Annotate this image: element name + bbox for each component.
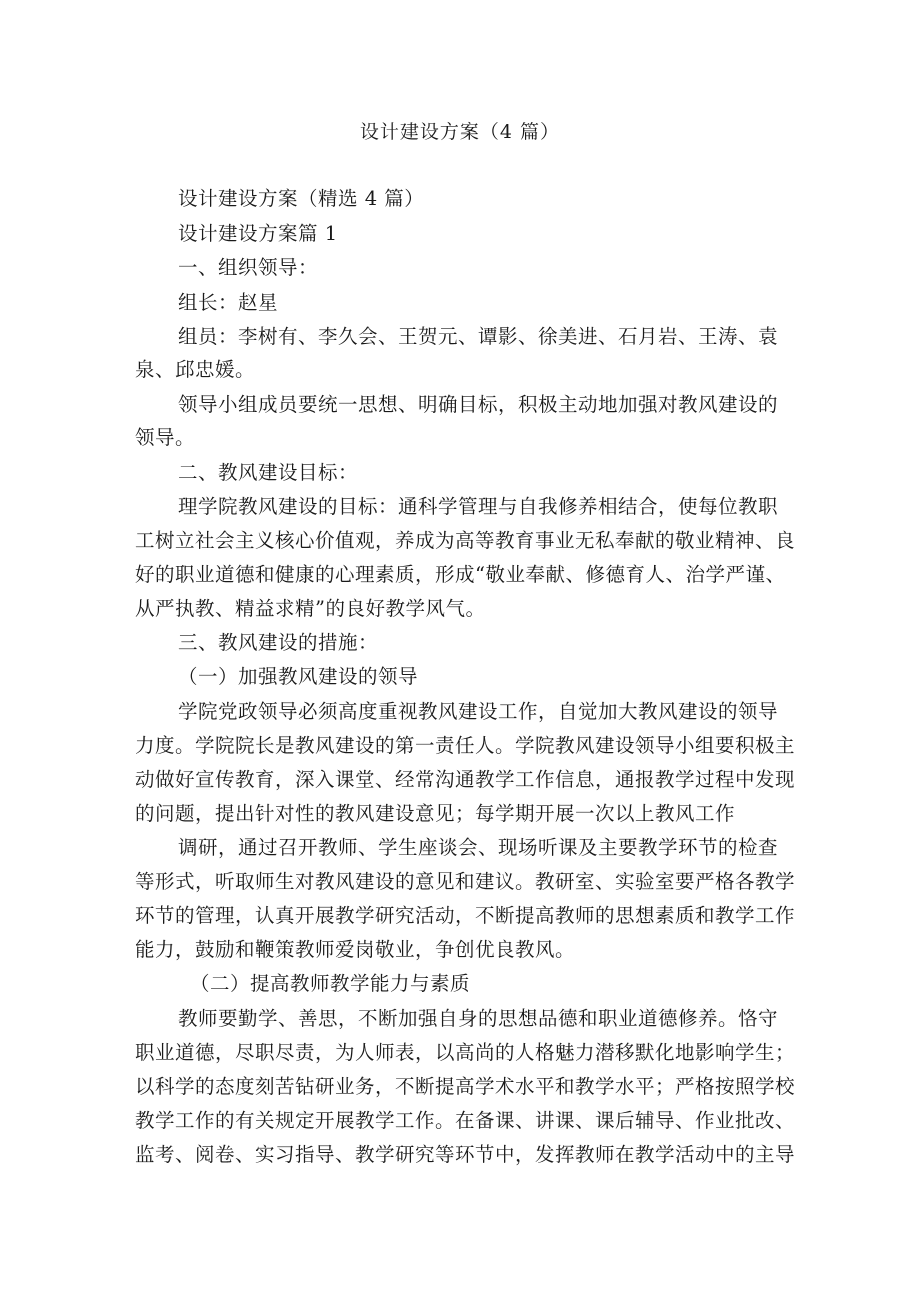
paragraph-line: 领导。 [135,426,196,449]
paragraph-line: 力度。学院院长是教风建设的第一责任人。学院教风建设领导小组要积极主 [135,734,796,757]
paragraph-line: 动做好宣传教育，深入课堂、经常沟通教学工作信息，通报教学过程中发现 [135,768,796,791]
paragraph-line: 工树立社会主义核心价值观，养成为高等教育事业无私奉献的敬业精神、良 [135,529,796,552]
subtitle-line: 设计建设方案（精选 4 篇） [178,187,425,210]
paragraph-line: 教学工作的有关规定开展教学工作。在备课、讲课、课后辅导、作业批改、 [135,1109,796,1132]
paragraph-line: 组员：李树有、李久会、王贺元、谭影、徐美进、石月岩、王涛、袁 [178,325,779,348]
section-heading: 设计建设方案篇 1 [178,222,338,245]
paragraph-line: 教师要勤学、善思，不断加强自身的思想品德和职业道德修养。恪守 [178,1007,779,1030]
paragraph-line: 的问题，提出针对性的教风建设意见；每学期开展一次以上教风工作 [135,802,736,825]
paragraph-line: 职业道德，尽职尽责，为人师表，以高尚的人格魅力潜移默化地影响学生； [135,1041,796,1064]
paragraph-line: 等形式，听取师生对教风建设的意见和建议。教研室、实验室要严格各教学 [135,870,796,893]
subsection-heading: （二）提高教师教学能力与素质 [190,972,471,995]
subsection-heading: （一）加强教风建设的领导 [178,665,419,688]
paragraph-line: 以科学的态度刻苦钻研业务，不断提高学术水平和教学水平；严格按照学校 [135,1075,796,1098]
paragraph-line: 监考、阅卷、实习指导、教学研究等环节中，发挥教师在教学活动中的主导 [135,1143,796,1166]
paragraph-line: 泉、邱忠媛。 [135,358,256,381]
paragraph-line: 能力，鼓励和鞭策教师爱岗敬业，争创优良教风。 [135,938,576,961]
document-title: 设计建设方案（4 篇） [359,121,561,143]
paragraph-line: 调研，通过召开教师、学生座谈会、现场听课及主要教学环节的检查 [178,836,779,859]
paragraph-line: 好的职业道德和健康的心理素质，形成“敬业奉献、修德育人、治学严谨、 [135,563,786,586]
section-heading: 一、组织领导： [178,256,319,279]
paragraph-line: 组长：赵星 [178,291,279,314]
paragraph-line: 从严执教、精益求精”的良好教学风气。 [135,597,486,620]
paragraph-line: 领导小组成员要统一思想、明确目标，积极主动地加强对教风建设的 [178,393,779,416]
section-heading: 三、教风建设的措施： [178,631,379,654]
paragraph-line: 理学院教风建设的目标：通科学管理与自我修养相结合，使每位教职 [178,495,779,518]
section-heading: 二、教风建设目标： [178,461,359,484]
paragraph-line: 环节的管理，认真开展教学研究活动，不断提高教师的思想素质和教学工作 [135,904,796,927]
paragraph-line: 学院党政领导必须高度重视教风建设工作，自觉加大教风建设的领导 [178,700,779,723]
